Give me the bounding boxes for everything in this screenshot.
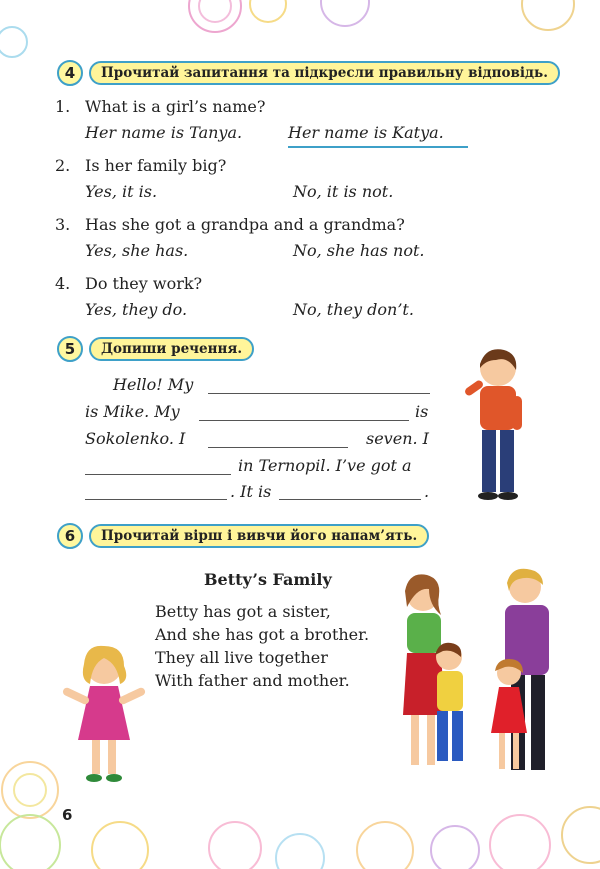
task5-text-1: Hello! My (113, 375, 194, 394)
poem-line: They all live together (155, 648, 328, 667)
poem-line: With father and mother. (155, 671, 350, 690)
task5-text-4: Sokolenko. I (85, 429, 186, 448)
poem-line: Betty has got a sister, (155, 602, 331, 621)
task4-q3-answer-a[interactable]: Yes, she has. (85, 241, 189, 260)
task4-q2-answer-b[interactable]: No, it is not. (293, 182, 394, 201)
task4-q4-answer-b[interactable]: No, they don’t. (293, 300, 414, 319)
task4-q3-text: Has she got a grandpa and a grandma? (85, 215, 405, 234)
task4-q2-text: Is her family big? (85, 156, 227, 175)
task5-text-7: . It is (230, 482, 272, 501)
task5-text-2: is Mike. My (85, 402, 180, 421)
boy-illustration (456, 346, 536, 502)
poem-line: And she has got a brother. (155, 625, 370, 644)
task5-text-5: seven. I (366, 429, 429, 448)
task4-q2-number: 2. (55, 156, 71, 175)
task6-header (57, 521, 429, 551)
family-illustration (393, 565, 568, 783)
task5-text-3: is (415, 402, 429, 421)
task4-q1-number: 1. (55, 97, 71, 116)
task4-q1-answer-b[interactable]: Her name is Katya. (288, 123, 468, 148)
girl-illustration (56, 640, 152, 786)
task5-blank-6[interactable] (279, 498, 421, 500)
task5-blank-1[interactable] (208, 392, 430, 394)
task4-instruction: Прочитай запитання та підкресли правильну відповідь. (89, 61, 560, 85)
task4-q2-answer-a[interactable]: Yes, it is. (85, 182, 158, 201)
task5-number: 5 (57, 336, 83, 362)
task5-blank-4[interactable] (85, 473, 231, 475)
task4-q1-text: What is a girl’s name? (85, 97, 266, 116)
task5-instruction: Допиши речення. (89, 337, 254, 361)
task4-header (57, 58, 560, 88)
poem-title: Betty’s Family (204, 570, 332, 589)
task6-number: 6 (57, 523, 83, 549)
task4-q3-number: 3. (55, 215, 71, 234)
page-number: 6 (62, 806, 73, 824)
task4-q4-answer-a[interactable]: Yes, they do. (85, 300, 188, 319)
task4-number: 4 (57, 60, 83, 86)
task6-instruction: Прочитай вірш і вивчи його напам’ять. (89, 524, 429, 548)
task5-blank-2[interactable] (199, 419, 409, 421)
task5-text-8: . (424, 482, 430, 501)
task4-q4-number: 4. (55, 274, 71, 293)
task5-header (57, 334, 254, 364)
task4-q3-answer-b[interactable]: No, she has not. (293, 241, 425, 260)
task5-blank-5[interactable] (85, 498, 227, 500)
task4-q1-answer-a[interactable]: Her name is Tanya. (85, 123, 243, 142)
task5-text-6: in Ternopil. I’ve got a (238, 456, 412, 475)
task5-blank-3[interactable] (208, 446, 348, 448)
task4-q4-text: Do they work? (85, 274, 203, 293)
